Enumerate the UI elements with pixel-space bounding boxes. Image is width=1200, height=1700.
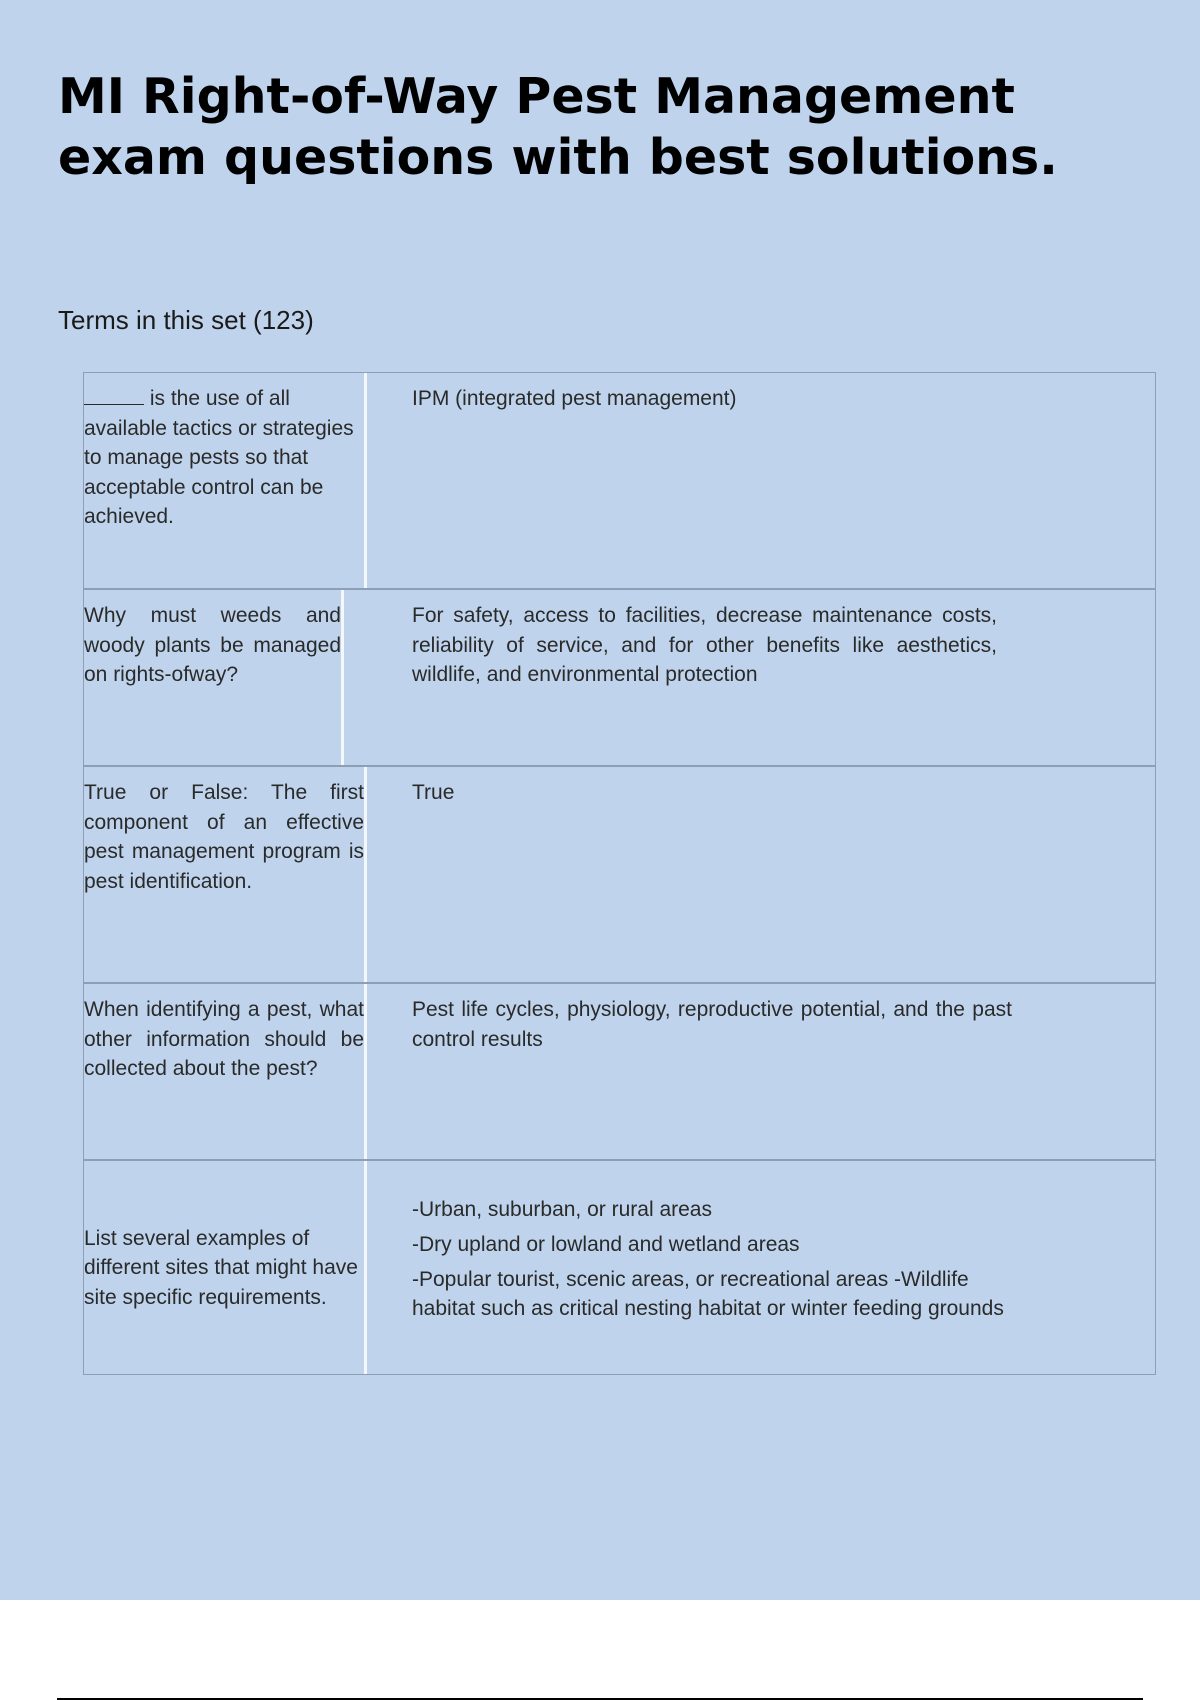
term-answer: True	[412, 781, 455, 804]
terms-table	[83, 372, 1156, 1375]
term-question	[84, 373, 367, 588]
answer-line: -Dry upland or lowland and wetland areas	[412, 1233, 800, 1256]
term-answer	[402, 1161, 1022, 1374]
term-row	[84, 767, 1155, 984]
term-answer: For safety, access to facilities, decrease maintenance costs, reliability of service, and for other benefits like aesthetics, wildlife, and environmental protection	[412, 604, 997, 686]
term-row	[84, 373, 1155, 590]
term-answer: Pest life cycles, physiology, reproductive potential, and the past control results	[412, 998, 1012, 1051]
term-question-text: List several examples of different sites that might have site specific requirements.	[84, 1226, 358, 1309]
term-row	[84, 1161, 1155, 1374]
answer-line: -Urban, suburban, or rural areas	[412, 1198, 712, 1221]
fill-in-blank	[84, 386, 144, 405]
term-question: When identifying a pest, what other information should be collected about the pest?	[84, 984, 367, 1159]
term-answer: IPM (integrated pest management)	[412, 387, 737, 410]
answer-line: -Popular tourist, scenic areas, or recreational areas -Wildlife habitat such as critical nesting habitat or winter feeding grounds	[412, 1268, 1004, 1320]
document-title: MI Right-of-Way Pest Management exam questions with best solutions.	[58, 68, 1058, 186]
term-question	[84, 1161, 367, 1374]
term-row	[84, 984, 1155, 1161]
term-row	[84, 590, 1155, 767]
term-question: Why must weeds and woody plants be managed on rights-ofway?	[84, 590, 344, 765]
terms-count: Terms in this set (123)	[58, 305, 314, 335]
term-question-text: is the use of all available tactics or strategies to manage pests so that acceptable control can be achieved.	[84, 387, 354, 528]
term-question: True or False: The first component of an effective pest management program is pest identification.	[84, 767, 367, 982]
